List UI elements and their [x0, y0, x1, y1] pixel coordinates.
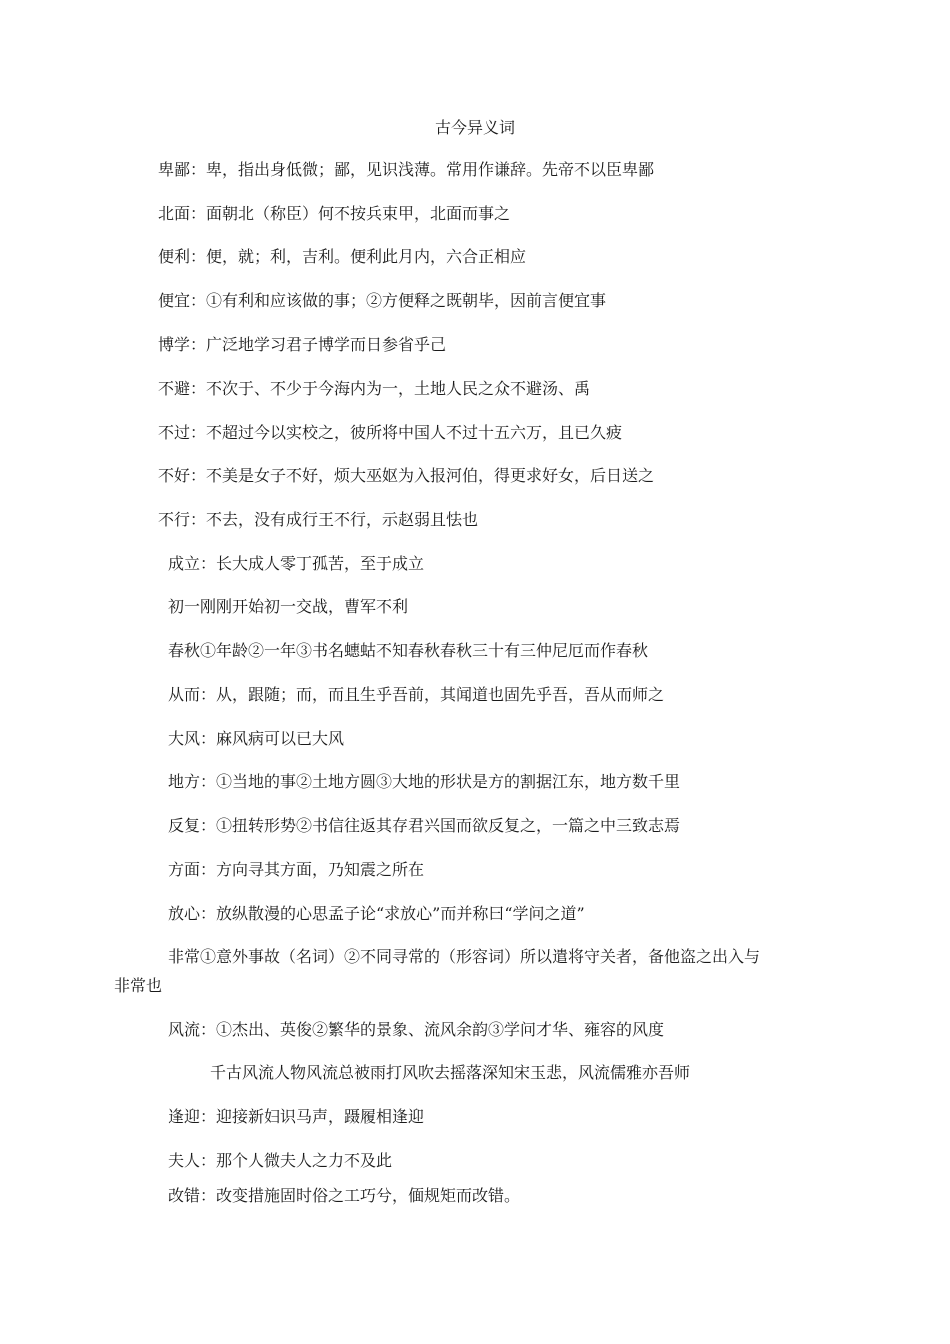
document-title: 古今异义词 [434, 118, 515, 137]
entry-line: 卑鄙：卑，指出身低微；鄙，见识浅薄。常用作谦辞。先帝不以臣卑鄙 [158, 160, 655, 179]
entry-line: 不避：不次于、不少于今海内为一，土地人民之众不避汤、禹 [158, 379, 591, 398]
entry-line-continued: 非常也 [114, 976, 163, 995]
entry-line: 夫人：那个人微夫人之力不及此 [168, 1151, 393, 1170]
entry-line-indented: 千古风流人物风流总被雨打风吹去摇落深知宋玉悲，风流儒雅亦吾师 [210, 1063, 691, 1082]
entry-line: 改错：改变措施固时俗之工巧兮，偭规矩而改错。 [168, 1186, 521, 1205]
entry-line: 不行：不去，没有成行王不行，示赵弱且怯也 [158, 510, 479, 529]
entry-line: 风流：①杰出、英俊②繁华的景象、流风余韵③学问才华、雍容的风度 [168, 1020, 665, 1039]
entry-line: 博学：广泛地学习君子博学而日参省乎己 [158, 335, 447, 354]
entry-line: 初一刚刚开始初一交战，曹军不利 [168, 597, 409, 616]
entry-line: 春秋①年龄②一年③书名蟪蛄不知春秋春秋三十有三仲尼厄而作春秋 [168, 641, 649, 660]
entry-line: 方面：方向寻其方面，乃知震之所在 [168, 860, 425, 879]
entry-line: 地方：①当地的事②土地方圆③大地的形状是方的割据江东，地方数千里 [168, 772, 681, 791]
entry-line: 逢迎：迎接新妇识马声，蹑履相逢迎 [168, 1107, 425, 1126]
entry-line: 放心：放纵散漫的心思孟子论“求放心”而并称曰“学问之道” [168, 904, 585, 923]
entry-line: 非常①意外事故（名词）②不同寻常的（形容词）所以遣将守关者，备他盗之出入与 [168, 947, 761, 966]
entry-line: 成立：长大成人零丁孤苦，至于成立 [168, 554, 425, 573]
entry-line: 不过：不超过今以实校之，彼所将中国人不过十五六万，且已久疲 [158, 423, 623, 442]
entry-line: 北面：面朝北（称臣）何不按兵束甲，北面而事之 [158, 204, 511, 223]
entry-line: 便宜：①有利和应该做的事；②方便释之既朝毕，因前言便宜事 [158, 291, 607, 310]
entry-line: 便利：便，就；利，吉利。便利此月内，六合正相应 [158, 247, 527, 266]
entry-line: 大风：麻风病可以已大风 [168, 729, 345, 748]
entry-line: 不好：不美是女子不好，烦大巫妪为入报河伯，得更求好女，后日送之 [158, 466, 655, 485]
entry-line: 反复：①扭转形势②书信往返其存君兴国而欲反复之，一篇之中三致志焉 [168, 816, 681, 835]
entry-line: 从而：从，跟随；而，而且生乎吾前，其闻道也固先乎吾，吾从而师之 [168, 685, 665, 704]
